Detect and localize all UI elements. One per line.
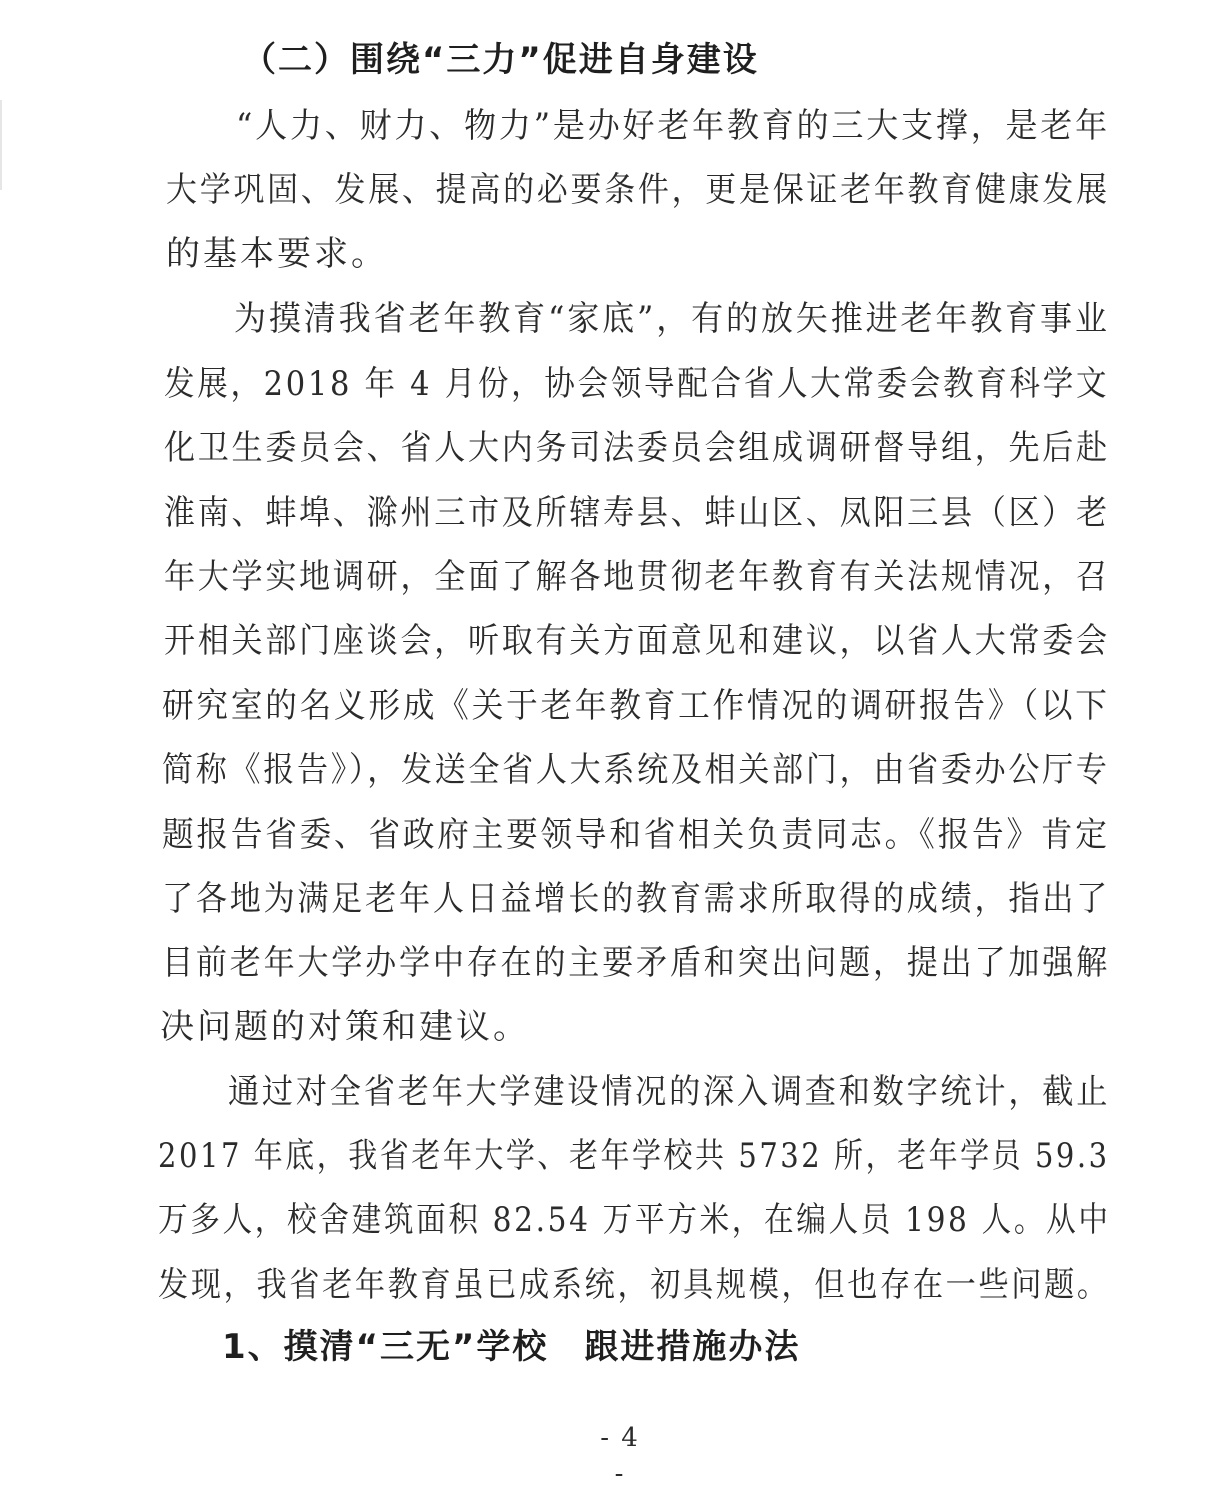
- paragraph-2-line-1: 为摸清我省老年教育“家底”，有的放矢推进老年教育事业: [234, 299, 1110, 339]
- paragraph-1-line-3: 的基本要求。: [166, 234, 388, 274]
- paragraph-3-line-1: 通过对全省老年大学建设情况的深入调查和数字统计，截止: [228, 1072, 1111, 1112]
- paragraph-3-line-3: 万多人，校舍建筑面积 82.54 万平方米，在编人员 198 人。从中: [158, 1200, 1111, 1240]
- page-number: - 4 -: [600, 1423, 640, 1489]
- paragraph-1-line-2: 大学巩固、发展、提高的必要条件，更是保证老年教育健康发展: [166, 170, 1110, 210]
- paragraph-2-line-8: 简称《报告》），发送全省人大系统及相关部门，由省委办公厅专: [162, 750, 1110, 790]
- paragraph-3-line-4: 发现，我省老年教育虽已成系统，初具规模，但也存在一些问题。: [158, 1265, 1110, 1305]
- scan-edge-mark: [0, 100, 2, 190]
- paragraph-2-line-11: 目前老年大学办学中存在的主要矛盾和突出问题，提出了加强解: [162, 943, 1110, 983]
- section-heading: （二）围绕“三力”促进自身建设: [242, 40, 759, 80]
- sub-heading: 1、摸清“三无”学校 跟进措施办法: [222, 1327, 801, 1367]
- paragraph-2-line-6: 开相关部门座谈会，听取有关方面意见和建议，以省人大常委会: [164, 621, 1110, 661]
- paragraph-2-line-10: 了各地为满足老年人日益增长的教育需求所取得的成绩，指出了: [162, 879, 1110, 919]
- paragraph-2-line-2: 发展，2018 年 4 月份，协会领导配合省人大常委会教育科学文: [164, 364, 1110, 404]
- paragraph-2-line-4: 淮南、蚌埠、滁州三市及所辖寿县、蚌山区、凤阳三县（区）老: [164, 493, 1110, 533]
- paragraph-2-line-7: 研究室的名义形成《关于老年教育工作情况的调研报告》（以下: [162, 686, 1110, 726]
- paragraph-2-line-5: 年大学实地调研，全面了解各地贯彻老年教育有关法规情况，召: [164, 557, 1110, 597]
- paragraph-1-line-1: “人力、财力、物力”是办好老年教育的三大支撑，是老年: [236, 106, 1110, 146]
- paragraph-3-line-2: 2017 年底，我省老年大学、老年学校共 5732 所，老年学员 59.3: [158, 1136, 1110, 1176]
- paragraph-2-line-9: 题报告省委、省政府主要领导和省相关负责同志。《报告》肯定: [162, 815, 1110, 855]
- paragraph-2-line-3: 化卫生委员会、省人大内务司法委员会组成调研督导组，先后赴: [164, 428, 1110, 468]
- paragraph-2-line-12: 决问题的对策和建议。: [160, 1007, 530, 1047]
